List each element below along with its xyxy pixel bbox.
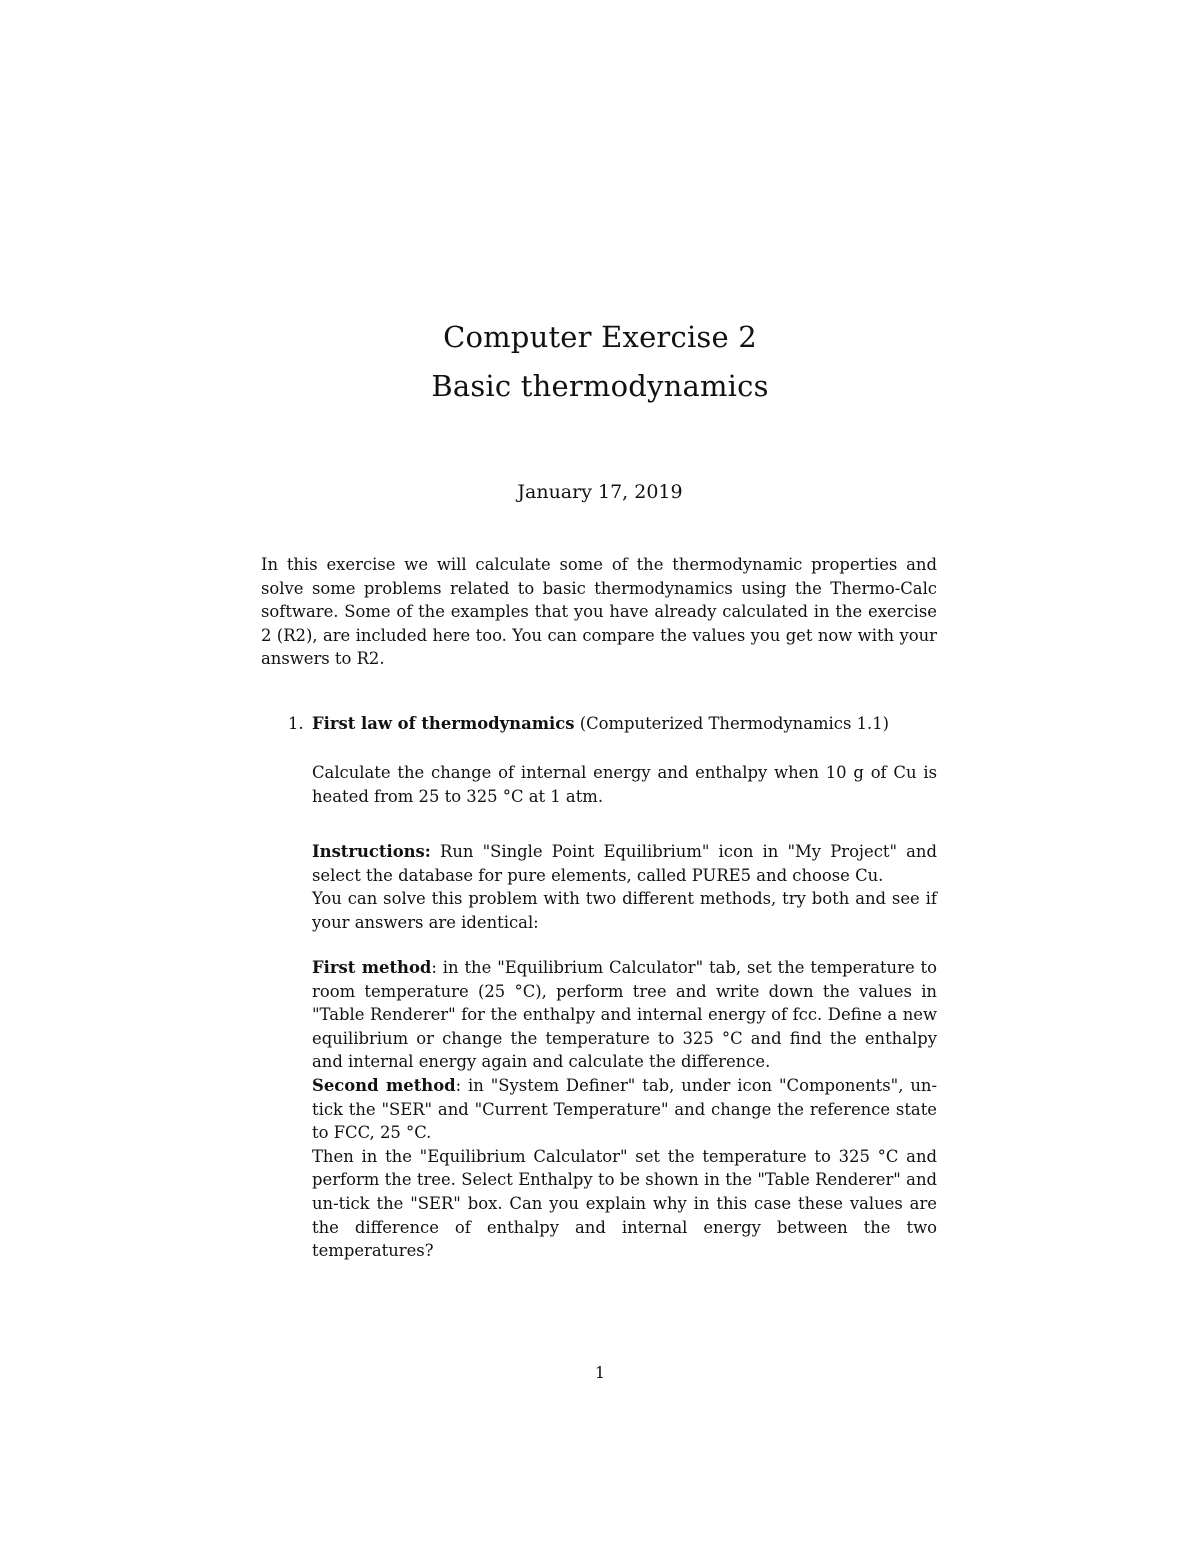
page-number: 1 — [594, 1363, 606, 1382]
section-1-number: 1. — [288, 714, 304, 733]
intro-paragraph: In this exercise we will calculate some of the thermodynamic properties and solve some problems related to basic thermodynamics using the Thermo-Calc software. Some of the examples that you have already calculated in the exercise 2 (R2), are included here too. You can compare the values you get now with your answers to R2. — [261, 555, 937, 669]
section-1-methods — [312, 956, 937, 1263]
title-text-2: Basic thermodynamics — [431, 369, 769, 403]
title-text-1: Computer Exercise 2 — [443, 320, 757, 354]
second-method-text: : in "System Definer" tab, under icon "Components", un-tick the "SER" and "Current Temperature" and change the reference state to FCC, 25 °C. — [312, 1075, 937, 1143]
section-1-heading-bold: First law of thermodynamics — [312, 714, 575, 733]
section-1-heading-text — [312, 712, 889, 736]
then-text: Then in the "Equilibrium Calculator" set the temperature to 325 °C and perform the tree. Select Enthalpy to be shown in the "Table Renderer" and un-tick the "SER" box. Can you explain why in this case these values are the difference of enthalpy and internal energy between the two temperatures? — [312, 1146, 937, 1261]
section-1-task: Calculate the change of internal energy and enthalpy when 10 g of Cu is heated from 25 to 325 °C at 1 atm. — [312, 763, 937, 806]
first-method-text: : in the "Equilibrium Calculator" tab, set the temperature to room temperature (25 °C), perform tree and write down the values in "Table Renderer" for the enthalpy and internal energy of fcc. Define a new equilibrium or change the temperature to 325 °C and find the enthalpy and internal energy again and calculate the difference. — [312, 958, 938, 1072]
second-method-label: Second method — [312, 1075, 456, 1095]
section-1-instructions — [312, 840, 937, 934]
instructions-text-2: You can solve this problem with two different methods, try both and see if your answers are identical: — [312, 889, 937, 932]
instructions-text: Run "Single Point Equilibrium" icon in "My Project" and select the database for pure elements, called PURE5 and choose Cu. — [312, 842, 937, 885]
document-date: January 17, 2019 — [517, 481, 683, 503]
document-title-line1 — [0, 314, 1200, 360]
first-method-label: First method — [312, 958, 432, 977]
document-title-line2 — [0, 363, 1200, 409]
section-1-heading-ref: (Computerized Thermodynamics 1.1) — [579, 714, 890, 733]
instructions-label: Instructions: — [312, 842, 431, 861]
